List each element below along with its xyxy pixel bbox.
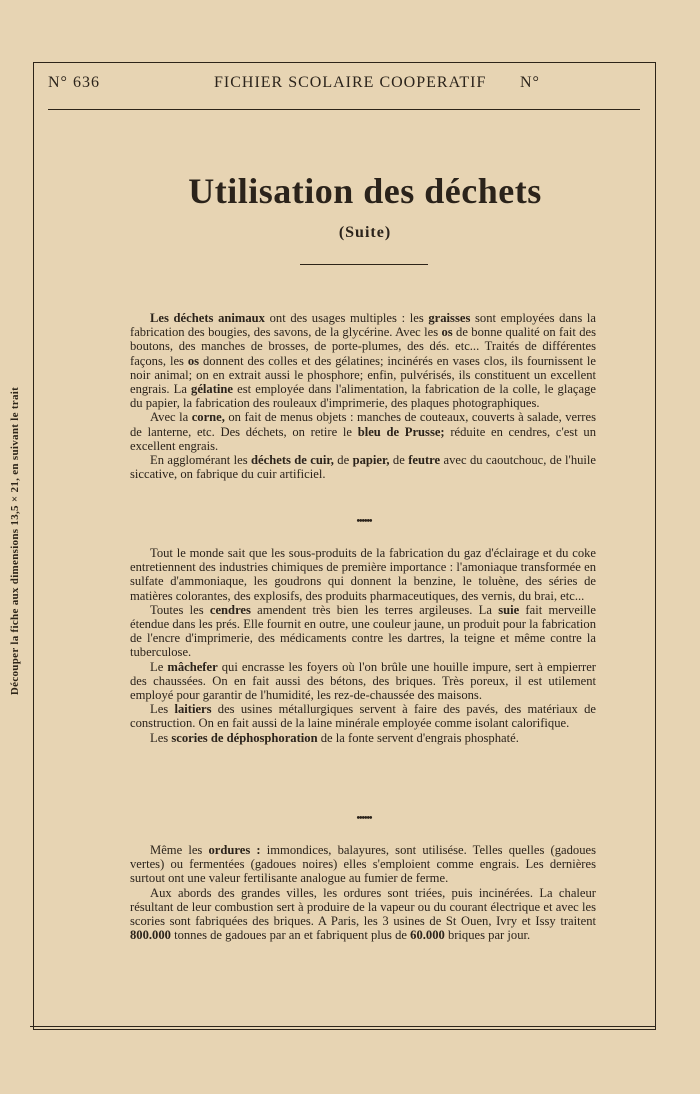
card-header [48,70,638,106]
bold-term: déchets de cuir, [251,453,334,468]
paragraph [130,702,596,730]
bold-term: Les déchets animaux [150,311,265,325]
text-run: de la fonte servent d'engrais phosphaté. [317,730,519,745]
text-run: de bonne qualité on fait des boutons, des manches de brosses, de porte-plumes, des dés. etc... Traités de différentes façons, les [130,325,596,368]
paragraph [130,843,596,886]
bold-term: gélatine [191,382,234,397]
bold-term: mâchefer [167,659,218,674]
bold-term: graisses [428,311,471,325]
text-run: Les [150,702,175,717]
bold-term: papier, [352,453,390,468]
bold-term: ordures : [208,843,261,857]
text-run: fait merveille étendue dans les prés. Elle fournit en outre, une couleur jaune, un produit pour la fabrication de l'encre d'imprimerie, des médicaments contre les dartres, la teigne et même contre la tuberculose. [130,602,597,660]
text-run: Même les [150,843,209,857]
bold-term: bleu de Prusse; [357,424,445,439]
page-title: Utilisation des déchets [188,171,542,211]
header-title: FICHIER SCOLAIRE COOPERATIF [214,74,487,91]
paragraph [130,603,596,660]
text-run: En agglomérant les [150,453,252,468]
section-separator: •••••• [356,813,372,824]
paragraph [130,886,596,943]
section-separator: •••••• [356,516,372,527]
bold-term: os [187,353,200,368]
bold-term: 800.000 [130,928,171,943]
text-run: briques par jour. [444,928,531,943]
text-run: avec du caoutchouc, de l'huile siccative, on fabrique du cuir artificiel. [130,453,596,482]
text-run: Le [150,659,168,674]
paragraph [130,410,596,453]
cutting-instruction [6,355,24,735]
title-divider [300,264,428,265]
text-run: de [333,453,353,468]
text-run: de [389,453,409,468]
text-run: sont employées dans la fabrication des bougies, des savons, de la glycérine. Avec les [130,311,596,340]
text-run: Les [150,730,172,745]
section-gas-byproducts [130,546,596,745]
text-run: est employée dans l'alimentation, la fabrication de la colle, le glaçage du papier, la fabrication des rouleaux d'imprimerie, des plaques photographiques. [130,382,596,411]
paragraph [130,453,596,481]
bold-term: cendres [209,602,251,617]
cutting-instruction-text: Découper la fiche aux dimensions 13,5 × 21, en suivant le trait [9,386,21,696]
card-number: N° 636 [48,74,100,91]
text-run: Toutes les [150,602,210,617]
bold-term: corne, [191,410,225,425]
page-subtitle: (Suite) [338,224,392,241]
text-run: immondices, balayures, sont utilisése. Telles quelles (gadoues vertes) ou fermentées (gadoues noires) elles s'emploient comme engrais. Les dernières surtout ont une valeur fertilisante analogue au fumier de ferme. [130,843,597,886]
section-household-waste [130,843,596,942]
text-run: des usines métallurgiques servent à faire des pavés, des matériaux de construction. On en fait aussi de la laine minérale employée comme isolant calorifique. [130,702,596,731]
bold-term: 60.000 [410,928,445,943]
text-run: tonnes de gadoues par an et fabriquent plus de [170,928,411,943]
card-number-secondary: N° [520,74,540,91]
text-run: ont des usages multiples : les [264,311,429,325]
paragraph [130,311,596,410]
bold-term: feutre [408,453,441,468]
paragraph [130,660,596,703]
bold-term: suie [498,602,520,617]
bold-term: scories de déphosphoration [171,730,318,745]
text-run: Tout le monde sait que les sous-produits de la fabrication du gaz d'éclairage et du coke entretiennent des industries chimiques de première importance : l'amoniaque transformée en sulfate d'ammoniaque, les goudrons qui donnent la benzine, le toluène, des séries de matières colorantes, des explosifs, des produits pharmaceutiques, des vernis, du brai, etc... [130,546,596,603]
text-run: qui encrasse les foyers où l'on brûle une houille impure, sert à empierrer des chaussées. On en fait aussi des bétons, des briques. Très poreux, il est utilement employé pour garantir de l'humidité, les rez-de-chaussée des maisons. [130,659,596,703]
text-run: Avec la [150,410,192,425]
section-animal-waste [130,311,596,481]
bottom-cut-line [30,1026,656,1027]
paragraph [130,731,596,745]
text-run: Aux abords des grandes villes, les ordures sont triées, puis incinérées. La chaleur résultant de leur combustion sert à produire de la vapeur ou du courant électrique et avec les scories sont fabriquées des briques. A Paris, les 3 usines de St Ouen, Ivry et Issy traitent [130,885,596,929]
text-run: on fait de menus objets : manches de couteaux, couverts à salade, verres de lanterne, etc. Des déchets, on retire le [130,410,596,439]
text-run: réduite en cendres, c'est un excellent engrais. [130,424,596,453]
text-run: donnent des colles et des gélatines; incinérés en vases clos, ils fournissent le noir animal; on en extrait aussi le phosphore; enfin, pulvérisés, ils constituent un excellent engrais. La [130,353,596,397]
header-divider [48,109,640,110]
text-run: amendent très bien les terres argileuses. La [250,602,499,617]
paragraph [130,546,596,603]
bold-term: os [441,325,453,340]
bold-term: laitiers [174,702,212,717]
